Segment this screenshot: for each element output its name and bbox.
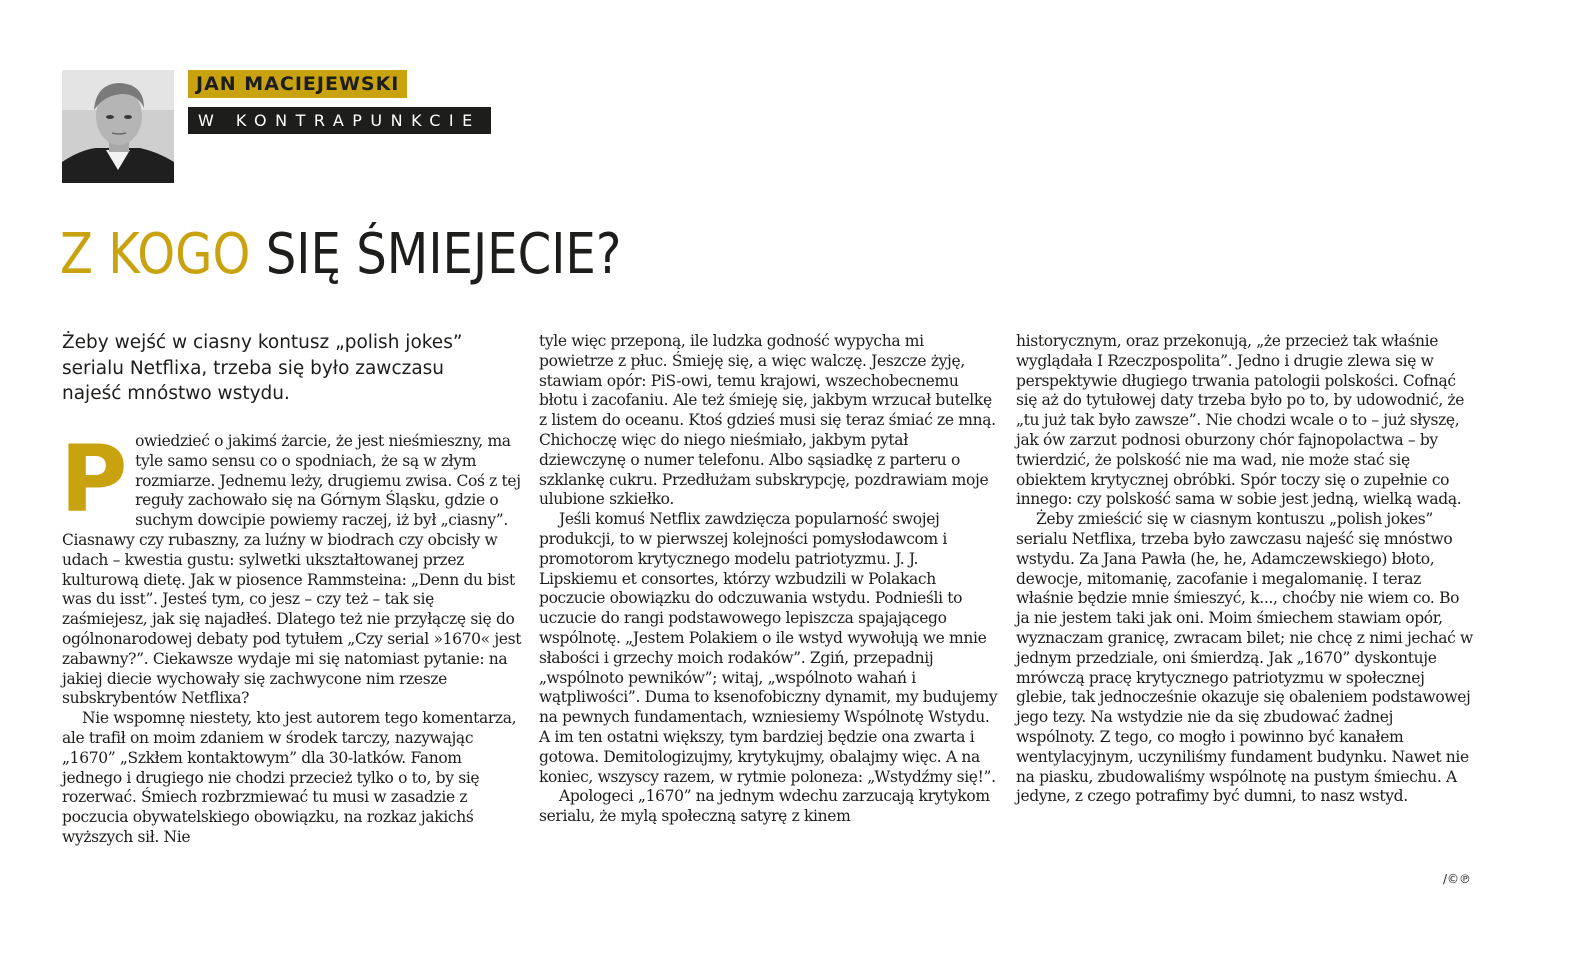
headline <box>60 222 621 288</box>
drop-cap: P <box>60 426 128 533</box>
article-paragraph: Apologeci „1670” na jednym wdechu zarzucają krytykom serialu, że mylą społeczną satyrę z kinem <box>539 787 990 826</box>
article-paragraph: Żeby zmieścić się w ciasnym kontuszu „polish jokes” serialu Netflixa, trzeba było zawczasu najeść się mnóstwo wstydu. Za Jana Pawła (he, he, Adamczewskiego) błoto, dewocje, mitomanię, zacofanie i megalomanię. I teraz właśnie będzie mnie śmieszyć, k..., choćby nie wiem co. Bo ja nie jestem taki jak oni. Moim śmiechem stawiam opór, wyznaczam granicę, zwracam bilet; nie chcę z nimi jechać w jednym przedziale, oni śmierdzą. Jak „1670” dyskontuje mrówczą pracę krytycznego patriotyzmu w społecznej glebie, tak jednocześnie okazuje się obaleniem podstawowej jego tezy. Na wstydzie nie da się zbudować żadnej wspólnoty. Z tego, co mogło i powinno być kanałem wentylacyjnym, uczyniliśmy fundament budynku. Nawet nie na piasku, zbudowaliśmy wspólnotę na pustym śmiechu. A jedyne, z czego potrafimy być dumni, to nasz wstyd. <box>1016 510 1473 806</box>
article-paragraph: owiedzieć o jakimś żarcie, że jest nieśmieszny, ma tyle samo sensu co o spodniach, że są w złym rozmiarze. Jednemu leży, drugiemu zwisa. Coś z tej reguły zachowało się na Górnym Śląsku, gdzie o suchym dowcipie powiemy raczej, iż był „ciasny”. Ciasnawy czy rubaszny, za luźny w biodrach czy obcisły w udach – kwestia gustu: sylwetki ukształtowanej przez kulturową dietę. Jak w piosence Rammsteina: „Denn du bist was du isst”. Jesteś tym, co jesz – czy też – tak się zaśmiejesz, jak się najadłeś. Dlatego też nie przyłączę się do ogólnonarodowej debaty pod tytułem „Czy serial »1670« jest zabawny?”. Ciekawsze wydaje mi się natomiast pytanie: na jakiej diecie wychowały się zachwycone nim rzesze subskrybentów Netflixa? <box>62 432 522 708</box>
column-name: W KONTRAPUNKCIE <box>188 107 491 134</box>
article-column-2 <box>539 332 999 827</box>
author-portrait-image <box>62 70 174 183</box>
headline-highlight: Z KOGO <box>60 222 251 287</box>
article-paragraph: Nie wspomnę niestety, kto jest autorem tego komentarza, ale trafił on moim zdaniem w środek tarczy, nazywając „1670” „Szkłem kontaktowym” dla 30-latków. Fanom jednego i drugiego nie chodzi przecież tylko o to, by się rozerwać. Śmiech rozbrzmiewać tu musi w zasadzie z poczucia obywatelskiego obowiązku, na rozkaz jakichś wyższych sił. Nie <box>62 709 517 846</box>
end-signature: /©℗ <box>1443 872 1472 886</box>
article-paragraph: tyle więc przeponą, ile ludzka godność wypycha mi powietrze z płuc. Śmieję się, a więc walczę. Jeszcze żyję, stawiam opór: PiS-owi, temu krajowi, wszechobecnemu błotu i zacofaniu. Ale też śmieję się, jakbym wrzucał butelkę z listem do oceanu. Ktoś gdzieś musi się teraz śmiać ze mną. Chichoczę więc do niego nieśmiało, jakbym pytał dziewczynę o numer telefonu. Albo sąsiadkę z parteru o szklankę cukru. Przedłużam subskrypcję, pozdrawiam moje ulubione szkiełko. <box>539 332 996 509</box>
article-column-1 <box>60 426 522 848</box>
lead-paragraph: Żeby wejść w ciasny kontusz „polish jokes” serialu Netflixa, trzeba się było zawczasu najeść mnóstwo wstydu. <box>62 332 463 404</box>
article-paragraph: historycznym, oraz przekonują, „że przecież tak właśnie wyglądała I Rzeczpospolita”. Jedno i drugie zlewa się w perspektywie długiego trwania patologii polskości. Cofnąć się aż do tytułowej daty trzeba było po to, by udowodnić, że „tu już tak było zawsze”. Nie chodzi wcale o to – już słyszę, jak ów zarzut podnosi oburzony chór fajnopolactwa – by twierdzić, że polskość nie ma wad, nie może stać się obiektem krytycznej obróbki. Spór toczy się o zupełnie co innego: czy polskość sama w sobie jest jedną, wielką wadą. <box>1016 332 1465 509</box>
headline-rest: SIĘ ŚMIEJECIE? <box>265 222 622 287</box>
author-photo <box>62 70 174 183</box>
article-column-3 <box>1016 332 1476 807</box>
author-name: JAN MACIEJEWSKI <box>188 70 407 98</box>
article-paragraph: Jeśli komuś Netflix zawdzięcza popularność swojej produkcji, to w pierwszej kolejności pomysłodawcom i promotorom krytycznego modelu patriotyzmu. J. J. Lipskiemu et consortes, którzy wzbudzili w Polakach poczucie obowiązku do odczuwania wstydu. Podnieśli to uczucie do rangi podstawowego lepiszcza spajającego wspólnotę. „Jestem Polakiem o ile wstyd wywołują we mnie słabości i grzechy moich rodaków”. Zgiń, przepadnij „wspólnoto pewników”; witaj, „wspólnoto wahań i wątpliwości”. Duma to ksenofobiczny dynamit, my budujemy na pewnych fundamentach, wzniesiemy Wspólnotę Wstydu. A im ten ostatni większy, tym bardziej będzie ona zwarta i gotowa. Demitologizujmy, krytykujmy, obalajmy więc. A na koniec, wszyscy razem, w rytmie poloneza: „Wstydźmy się!”. <box>539 510 998 786</box>
